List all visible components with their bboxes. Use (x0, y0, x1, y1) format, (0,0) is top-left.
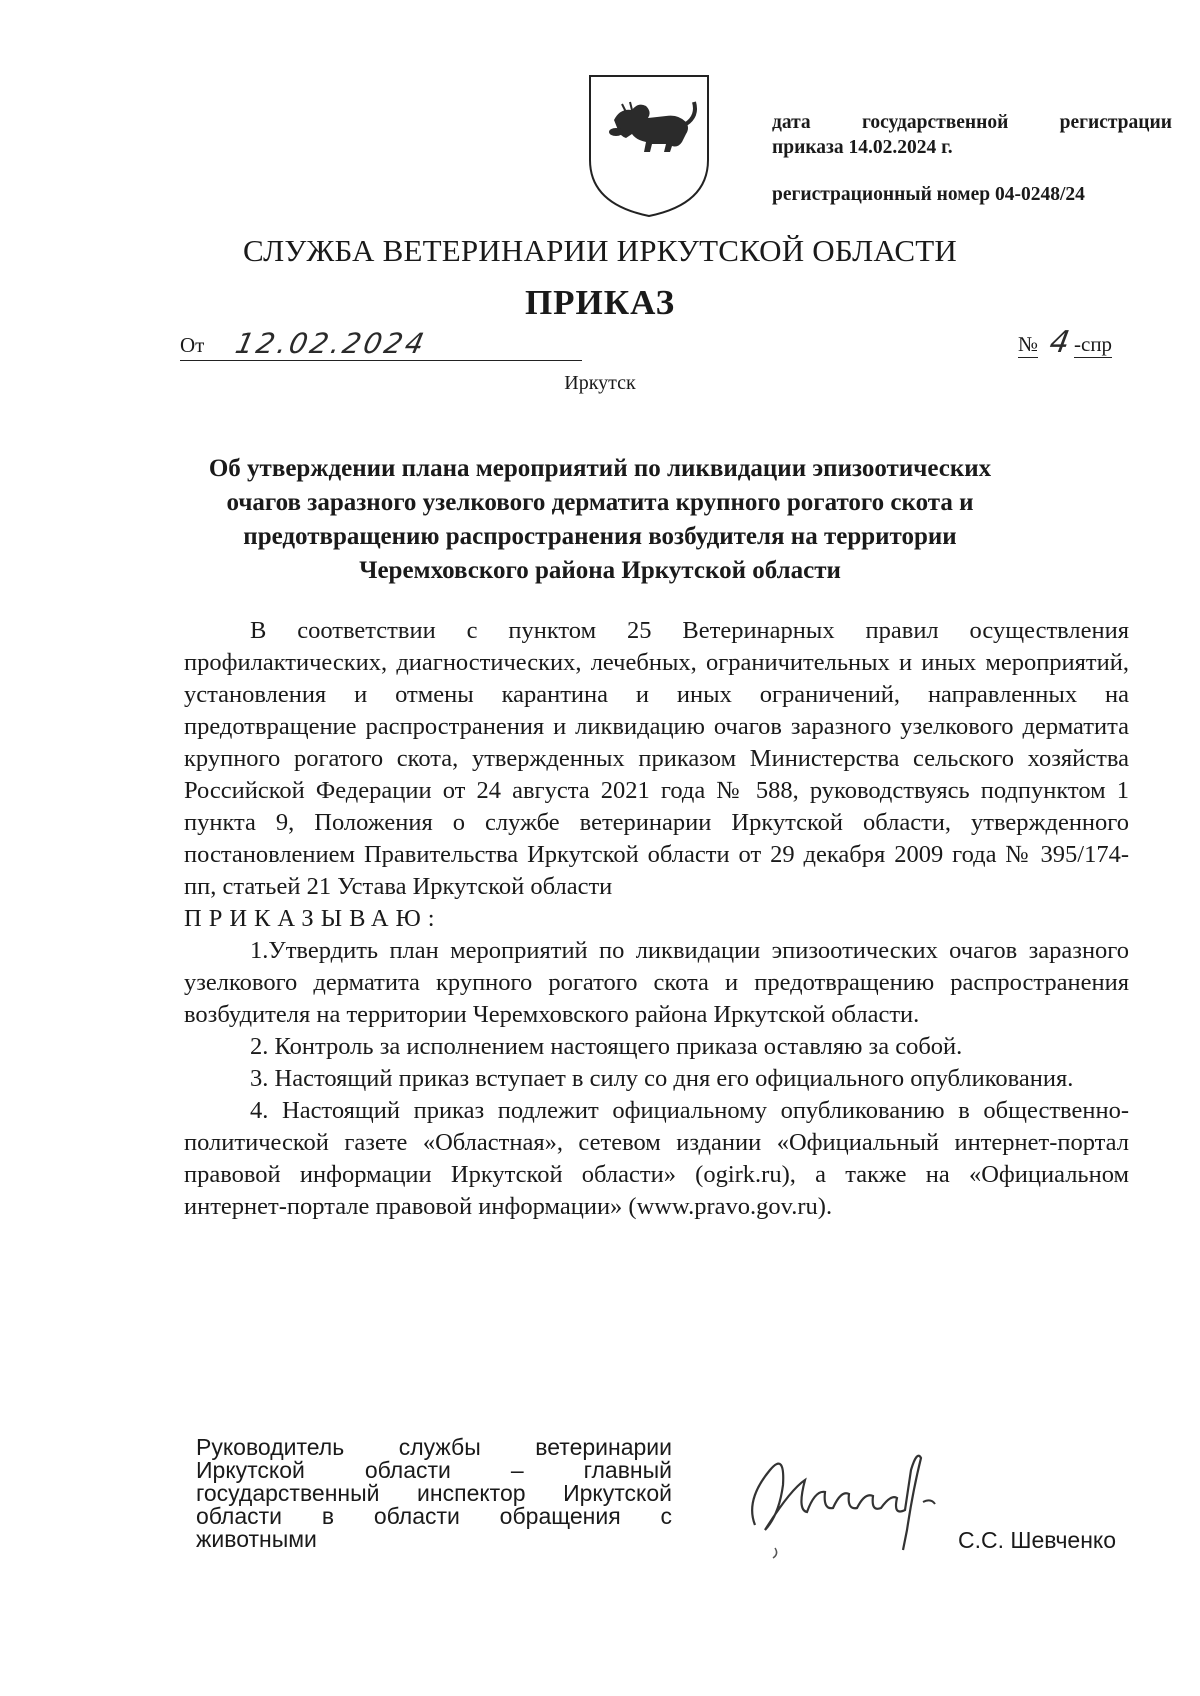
signer-position (196, 1436, 672, 1551)
registration-word: государственной (861, 112, 1009, 133)
order-item-4: 4. Настоящий приказ подлежит официальному опубликованию в общественно-политической газете «Областная», сетевом издании «Официальный интернет-портал правовой информации Иркутской области» (ogirk.ru), а также на «Официальном интернет-портале правовой информации» (www.pravo.gov.ru). (184, 1097, 1129, 1220)
registration-info (772, 110, 1172, 207)
position-line: области в области обращения с (196, 1503, 672, 1529)
registration-date: приказа 14.02.2024 г. (772, 137, 953, 158)
order-number-line (1018, 325, 1122, 360)
subject-line: очагов заразного узелкового дерматита крупного рогатого скота и (226, 489, 974, 516)
document-type: ПРИКАЗ (524, 283, 676, 322)
position-line: животными (196, 1526, 317, 1552)
handwritten-number: 4 (1046, 325, 1073, 360)
registration-word: дата (772, 112, 811, 133)
subject-line: Об утверждении плана мероприятий по ликвидации эпизоотических (208, 455, 992, 482)
signature-icon (735, 1430, 985, 1570)
number-suffix: -спр (1074, 332, 1113, 356)
registration-number: регистрационный номер 04-0248/24 (772, 184, 1085, 205)
subject-line: предотвращению распространения возбудителя на территории (243, 523, 957, 550)
order-subject (170, 452, 1030, 588)
order-date-line (180, 327, 582, 361)
subject-line: Черемховского района Иркутской области (359, 557, 841, 584)
handwritten-date: 12.02.2024 (232, 327, 430, 360)
signer-name: С.С. Шевченко (958, 1527, 1117, 1553)
date-prefix: От (180, 333, 205, 357)
city: Иркутск (564, 372, 636, 394)
position-line: Иркутской области – главный (196, 1457, 672, 1483)
preamble: В соответствии с пунктом 25 Ветеринарных правил осуществления профилактических, диагностических, лечебных, ограничительных и иных мероприятий, установления и отмены карантина и иных ограничений, направленных на предотвращение распространения и ликвидацию очагов заразного узелкового дерматита крупного рогатого скота, утвержденных приказом Министерства сельского хозяйства Российской Федерации от 24 августа 2021 года № 588, руководствуясь подпунктом 1 пункта 9, Положения о службе ветеринарии Иркутской области, утвержденного постановлением Правительства Иркутской области от 29 декабря 2009 года № 395/174-пп, статьей 21 Устава Иркутской области (184, 617, 1129, 900)
order-word: ПРИКАЗЫВАЮ: (184, 905, 442, 932)
registration-word: регистрации (1059, 112, 1172, 133)
organization-name: СЛУЖБА ВЕТЕРИНАРИИ ИРКУТСКОЙ ОБЛАСТИ (243, 233, 957, 268)
number-prefix: № (1018, 332, 1039, 356)
order-body (184, 615, 1129, 1223)
coat-of-arms-icon (586, 72, 712, 220)
order-item-1: 1.Утвердить план мероприятий по ликвидации эпизоотических очагов заразного узелкового дерматита крупного рогатого скота и предотвращению распространения возбудителя на территории Черемховского района Иркутской области. (184, 937, 1129, 1028)
order-item-3: 3. Настоящий приказ вступает в силу со дня его официального опубликования. (250, 1065, 1074, 1092)
position-line: Руководитель службы ветеринарии (196, 1434, 672, 1460)
position-line: государственный инспектор Иркутской (196, 1480, 672, 1506)
order-item-2: 2. Контроль за исполнением настоящего приказа оставляю за собой. (250, 1033, 963, 1060)
